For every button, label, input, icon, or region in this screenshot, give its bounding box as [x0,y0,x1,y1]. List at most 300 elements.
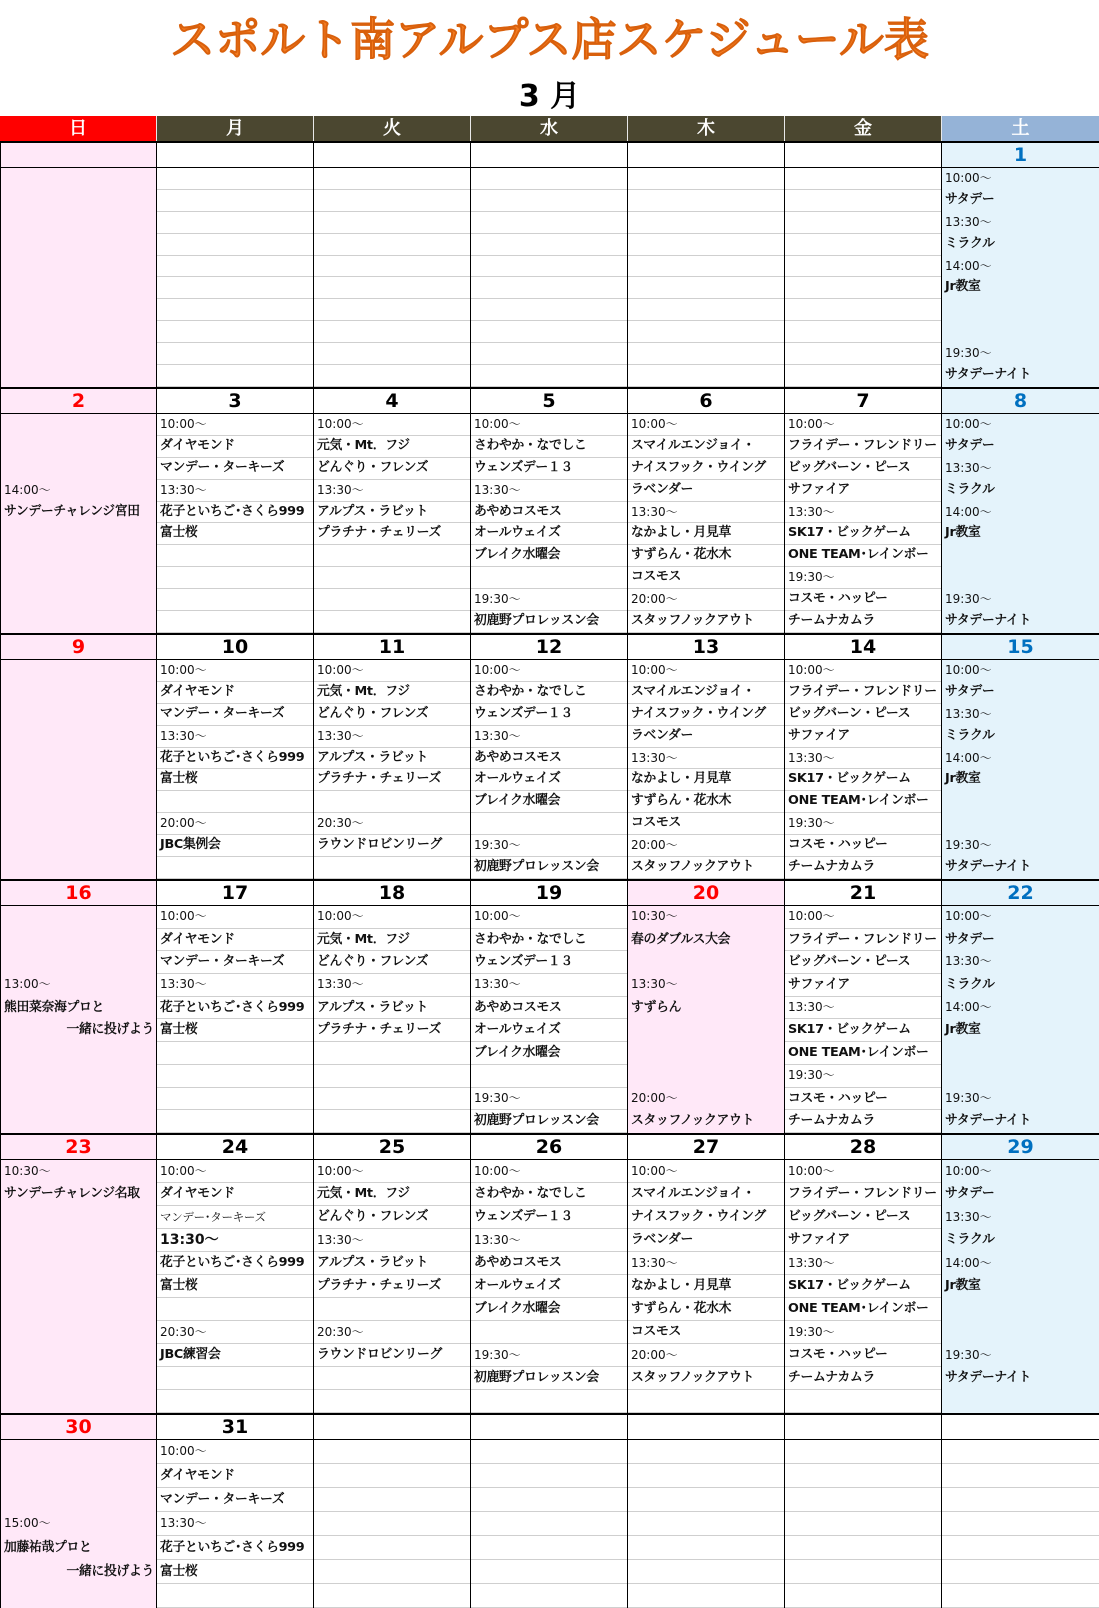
empty-row [314,567,470,589]
date-number: 5 [471,387,627,414]
schedule-entry: サンデーチャレンジ宮田 [4,503,140,519]
schedule-entry: マンデー・ターキーズ [157,704,313,726]
week-row [0,1133,1099,1413]
day-cell [785,1133,942,1413]
empty-row [628,1440,784,1464]
date-number [785,1413,941,1440]
empty-row [1,1584,156,1608]
day-cell [471,1413,628,1608]
time-label: 10:00～ [157,1160,313,1183]
schedule-entry: さわやか・なでしこ [471,1183,627,1206]
schedule-entry: ブレイク水曜会 [471,1042,627,1065]
time-label: 20:00～ [628,835,784,857]
empty-row [471,567,627,589]
empty-row [157,256,313,278]
date-number: 12 [471,633,627,660]
date-number [942,1413,1099,1440]
empty-row [314,589,470,611]
schedule-entry: ミラクル [945,481,995,497]
schedule-entry: マンデー･ターキーズ [157,1206,313,1229]
empty-row [157,1065,313,1088]
empty-row [471,1440,627,1464]
time-label: 15:00～ [4,1516,51,1530]
empty-row [1,1464,156,1488]
schedule-entry: どんぐり・フレンズ [314,704,470,726]
schedule-entry: スマイルエンジョイ・ [628,436,784,458]
day-cell [785,1413,942,1608]
time-label: 14:00～ [945,750,992,765]
schedule-entry: ウェンズデー１３ [471,458,627,480]
date-number: 4 [314,387,470,414]
empty-row [628,321,784,343]
schedule-entry: マンデー・ターキーズ [157,1488,313,1512]
schedule-entry: 初鹿野プロレッスン会 [471,1367,627,1390]
empty-row [471,343,627,365]
time-label: 20:00～ [628,589,784,611]
schedule-entry: サタデーナイト [945,1370,1031,1385]
empty-row [942,1390,1099,1413]
empty-row [1,589,156,611]
empty-row [314,190,470,212]
date-number: 3 [157,387,313,414]
empty-row [942,813,1099,835]
schedule-entry: なかよし・月見草 [628,1275,784,1298]
day-cell [157,879,314,1133]
schedule-entry: すずらん・花水木 [628,545,784,567]
schedule-entry: スマイルエンジョイ・ [628,682,784,704]
schedule-entry: さわやか・なでしこ [471,682,627,704]
date-number: 31 [157,1413,313,1440]
empty-row [1,545,156,567]
empty-row [1,436,156,458]
empty-row [1,1440,156,1464]
day-cell [0,1133,157,1413]
date-number: 7 [785,387,941,414]
day-cell [785,879,942,1133]
schedule-entry: ブレイク水曜会 [471,1298,627,1321]
schedule-entry: ブレイク水曜会 [471,791,627,813]
time-label: 13:30～ [157,1229,313,1252]
schedule-entry: ダイヤモンド [157,436,313,458]
time-label: 13:30～ [314,974,470,997]
empty-row [1,1298,156,1321]
empty-row [942,321,1099,343]
date-number [314,1413,470,1440]
schedule-entry: プラチナ・チェリーズ [314,769,470,791]
date-number: 11 [314,633,470,660]
empty-row [314,1488,470,1512]
date-number [314,141,470,168]
schedule-entry: 富士桜 [157,523,313,545]
day-cell [628,387,785,633]
day-cell [314,387,471,633]
empty-row [1,857,156,879]
empty-row [628,365,784,387]
date-number: 17 [157,879,313,906]
weekday-header: 火 [314,116,471,141]
time-label: 19:30～ [471,1344,627,1367]
empty-row [942,1536,1099,1560]
schedule-entry: ウェンズデー１３ [471,1206,627,1229]
empty-row [942,1065,1099,1088]
empty-row [1,234,156,256]
empty-row [1,567,156,589]
empty-row [471,277,627,299]
time-label: 13:30～ [945,214,992,229]
schedule-entry: ONE TEAM･レインボー [785,545,941,567]
empty-row [314,212,470,234]
schedule-entry: SK17・ビックゲーム [785,1275,941,1298]
empty-row [1,414,156,436]
empty-row [471,212,627,234]
day-cell [942,1133,1099,1413]
schedule-entry: サタデーナイト [945,1113,1031,1129]
schedule-entry: アルプス・ラビット [314,502,470,524]
day-cell [785,141,942,387]
time-label: 14:00～ [945,504,992,519]
time-label: 10:00～ [785,906,941,929]
schedule-entry: ラウンドロビンリーグ [314,1344,470,1367]
schedule-entry: コスモ・ハッピー [785,1344,941,1367]
day-cell [471,633,628,879]
time-label: 13:30～ [945,954,992,969]
month-label: 3 月 [518,79,581,114]
schedule-entry: Jr教室 [945,1022,981,1038]
empty-row [942,567,1099,589]
empty-row [628,1042,784,1065]
time-label: 10:00～ [314,906,470,929]
schedule-entry: サタデーナイト [945,367,1031,383]
schedule-entry: プラチナ・チェリーズ [314,523,470,545]
time-label: 10:00～ [785,660,941,682]
day-cell [314,633,471,879]
empty-row [628,299,784,321]
time-label: 13:30～ [314,726,470,748]
empty-row [628,1512,784,1536]
schedule-entry: 一緒に投げよう [66,1022,154,1038]
schedule-entry: JBC練習会 [157,1344,313,1367]
empty-row [157,1088,313,1111]
day-cell [0,879,157,1133]
empty-row [628,1390,784,1413]
empty-row [628,212,784,234]
empty-row [1,168,156,190]
schedule-entry: 初鹿野プロレッスン会 [471,857,627,879]
empty-row [157,321,313,343]
schedule-entry: マンデー・ターキーズ [157,458,313,480]
day-cell [157,633,314,879]
empty-row [785,1464,941,1488]
empty-row [157,857,313,879]
empty-row [785,1440,941,1464]
empty-row [314,168,470,190]
schedule-entry: サファイア [785,480,941,502]
schedule-entry: サタデー [945,437,995,453]
time-label: 10:00～ [314,414,470,436]
time-label: 20:30～ [157,1321,313,1344]
schedule-entry: ウェンズデー１３ [471,704,627,726]
empty-row [1,769,156,791]
empty-row [785,343,941,365]
empty-row [942,1464,1099,1488]
date-number: 21 [785,879,941,906]
schedule-entry: マンデー・ターキーズ [157,951,313,974]
schedule-entry: ONE TEAM･レインボー [785,1298,941,1321]
empty-row [942,791,1099,813]
schedule-entry: Jr教室 [945,1278,981,1293]
schedule-entry: 富士桜 [157,1019,313,1042]
empty-row [785,1560,941,1584]
empty-row [628,234,784,256]
time-label: 13:30～ [631,977,678,992]
time-label: 13:30～ [314,1229,470,1252]
time-label: 10:00～ [471,906,627,929]
time-label: 13:30～ [471,974,627,997]
empty-row [314,256,470,278]
schedule-entry: ミラクル [945,1232,995,1247]
empty-row [942,1042,1099,1065]
time-label: 10:00～ [945,909,992,923]
schedule-entry: ミラクル [945,235,995,251]
schedule-entry: すずらん・花水木 [628,791,784,813]
schedule-entry: スタッフノックアウト [628,611,784,633]
empty-row [314,343,470,365]
schedule-entry: ナイスフック・ウイング [628,704,784,726]
empty-row [942,1584,1099,1608]
week-row [0,1413,1099,1608]
day-cell [471,879,628,1133]
schedule-entry: どんぐり・フレンズ [314,1206,470,1229]
empty-row [942,1321,1099,1344]
empty-row [314,1042,470,1065]
empty-row [157,611,313,633]
empty-row [314,1560,470,1584]
empty-row [785,321,941,343]
empty-row [785,299,941,321]
empty-row [628,256,784,278]
schedule-entry: 富士桜 [157,769,313,791]
empty-row [1,906,156,929]
date-number: 19 [471,879,627,906]
schedule-entry: 熊田菜奈海プロと [4,999,104,1015]
time-label: 10:00～ [945,417,992,431]
empty-row [314,1584,470,1608]
time-label: 19:30～ [945,1348,992,1362]
schedule-entry: フライデー・フレンドリー [785,1183,941,1206]
time-label: 10:00～ [945,663,992,677]
day-cell [628,1413,785,1608]
schedule-entry: あやめコスモス [471,502,627,524]
date-number: 2 [1,387,156,414]
empty-row [1,726,156,748]
time-label: 10:00～ [785,1160,941,1183]
schedule-entry: ナイスフック・ウイング [628,1206,784,1229]
schedule-entry: 一緒に投げよう [66,1564,154,1579]
empty-row [471,1584,627,1608]
empty-row [628,277,784,299]
empty-row [157,589,313,611]
schedule-entry: ミラクル [945,977,995,993]
day-cell [628,1133,785,1413]
empty-row [471,190,627,212]
empty-row [1,813,156,835]
date-number: 23 [1,1133,156,1160]
empty-row [1,1390,156,1413]
empty-row [785,168,941,190]
schedule-entry: どんぐり・フレンズ [314,458,470,480]
schedule-entry: ダイヤモンド [157,1464,313,1488]
date-number: 26 [471,1133,627,1160]
weekday-header: 木 [628,116,785,141]
date-number: 20 [628,879,784,906]
empty-row [942,1298,1099,1321]
day-cell [0,387,157,633]
time-label: 13:30～ [471,480,627,502]
empty-row [1,660,156,682]
schedule-entry: 元気・Mt．フジ [314,1183,470,1206]
schedule-entry: SK17・ビックゲーム [785,523,941,545]
empty-row [1,682,156,704]
empty-row [314,1512,470,1536]
schedule-entry: オールウェイズ [471,769,627,791]
time-label: 20:30～ [314,813,470,835]
empty-row [785,234,941,256]
week-row [0,141,1099,387]
empty-row [785,277,941,299]
schedule-entry: ラベンダー [628,1229,784,1252]
schedule-entry: JBC集例会 [157,835,313,857]
day-cell [628,879,785,1133]
schedule-entry: あやめコスモス [471,997,627,1020]
empty-row [314,611,470,633]
empty-row [942,299,1099,321]
day-cell [0,633,157,879]
empty-row [314,791,470,813]
date-number: 22 [942,879,1099,906]
date-number: 15 [942,633,1099,660]
empty-row [157,212,313,234]
empty-row [1,343,156,365]
schedule-entry: 富士桜 [157,1275,313,1298]
date-number: 28 [785,1133,941,1160]
date-number [157,141,313,168]
empty-row [314,1110,470,1133]
time-label: 10:00～ [471,1160,627,1183]
date-number: 30 [1,1413,156,1440]
empty-row [314,857,470,879]
schedule-entry: 春のダブルス大会 [631,931,731,947]
time-label: 10:00～ [157,414,313,436]
date-number [471,1413,627,1440]
empty-row [628,1464,784,1488]
time-label: 19:30～ [785,567,941,589]
empty-row [628,1536,784,1560]
time-label: 13:30～ [628,748,784,770]
empty-row [628,951,784,974]
schedule-entry: オールウェイズ [471,523,627,545]
schedule-entry: さわやか・なでしこ [471,436,627,458]
day-cell [785,387,942,633]
empty-row [471,1390,627,1413]
empty-row [628,1560,784,1584]
empty-row [1,1275,156,1298]
time-label: 19:30～ [471,835,627,857]
time-label: 10:30～ [631,909,678,923]
time-label: 10:00～ [628,414,784,436]
time-label: 10:00～ [785,414,941,436]
empty-row [942,545,1099,567]
empty-row [942,1560,1099,1584]
date-number: 29 [942,1133,1099,1160]
empty-row [628,1065,784,1088]
schedule-entry: 加藤祐哉プロと [4,1540,92,1555]
time-label: 10:30～ [4,1164,51,1178]
empty-row [471,1321,627,1344]
date-number: 24 [157,1133,313,1160]
time-label: 13:30～ [157,480,313,502]
time-label: 10:00～ [628,660,784,682]
empty-row [157,1390,313,1413]
empty-row [1,1488,156,1512]
schedule-entry: 元気・Mt．フジ [314,436,470,458]
empty-row [1,1042,156,1065]
week-row [0,879,1099,1133]
empty-row [157,1367,313,1390]
empty-row [314,321,470,343]
empty-row [1,1088,156,1111]
empty-row [1,212,156,234]
empty-row [157,299,313,321]
date-number: 9 [1,633,156,660]
date-number: 14 [785,633,941,660]
empty-row [1,791,156,813]
day-cell [942,387,1099,633]
empty-row [157,234,313,256]
time-label: 10:00～ [945,171,992,185]
empty-row [157,1042,313,1065]
schedule-entry: オールウェイズ [471,1019,627,1042]
schedule-entry: オールウェイズ [471,1275,627,1298]
schedule-entry: コスモス [628,567,784,589]
empty-row [314,1536,470,1560]
schedule-entry: ビッグバーン・ピース [785,458,941,480]
schedule-entry: フライデー・フレンドリー [785,682,941,704]
schedule-entry: なかよし・月見草 [628,523,784,545]
empty-row [628,1488,784,1512]
schedule-entry: 花子といちご･さくら999 [157,502,313,524]
empty-row [314,1464,470,1488]
schedule-entry: ラベンダー [628,726,784,748]
weekday-header-row [0,116,1099,141]
schedule-entry: サタデー [945,931,995,947]
schedule-entry: ビッグバーン・ピース [785,1206,941,1229]
empty-row [157,567,313,589]
date-number: 10 [157,633,313,660]
empty-row [314,1088,470,1111]
empty-row [471,1512,627,1536]
schedule-entry: 花子といちご･さくら999 [157,1536,313,1560]
empty-row [942,1512,1099,1536]
schedule-entry: SK17・ビックゲーム [785,1019,941,1042]
empty-row [157,277,313,299]
time-label: 13:30～ [785,1252,941,1275]
empty-row [1,835,156,857]
schedule-entry: あやめコスモス [471,748,627,770]
empty-row [628,1019,784,1042]
time-label: 14:00～ [945,999,992,1014]
schedule-entry: ビッグバーン・ピース [785,951,941,974]
time-label: 13:30～ [157,1512,313,1536]
